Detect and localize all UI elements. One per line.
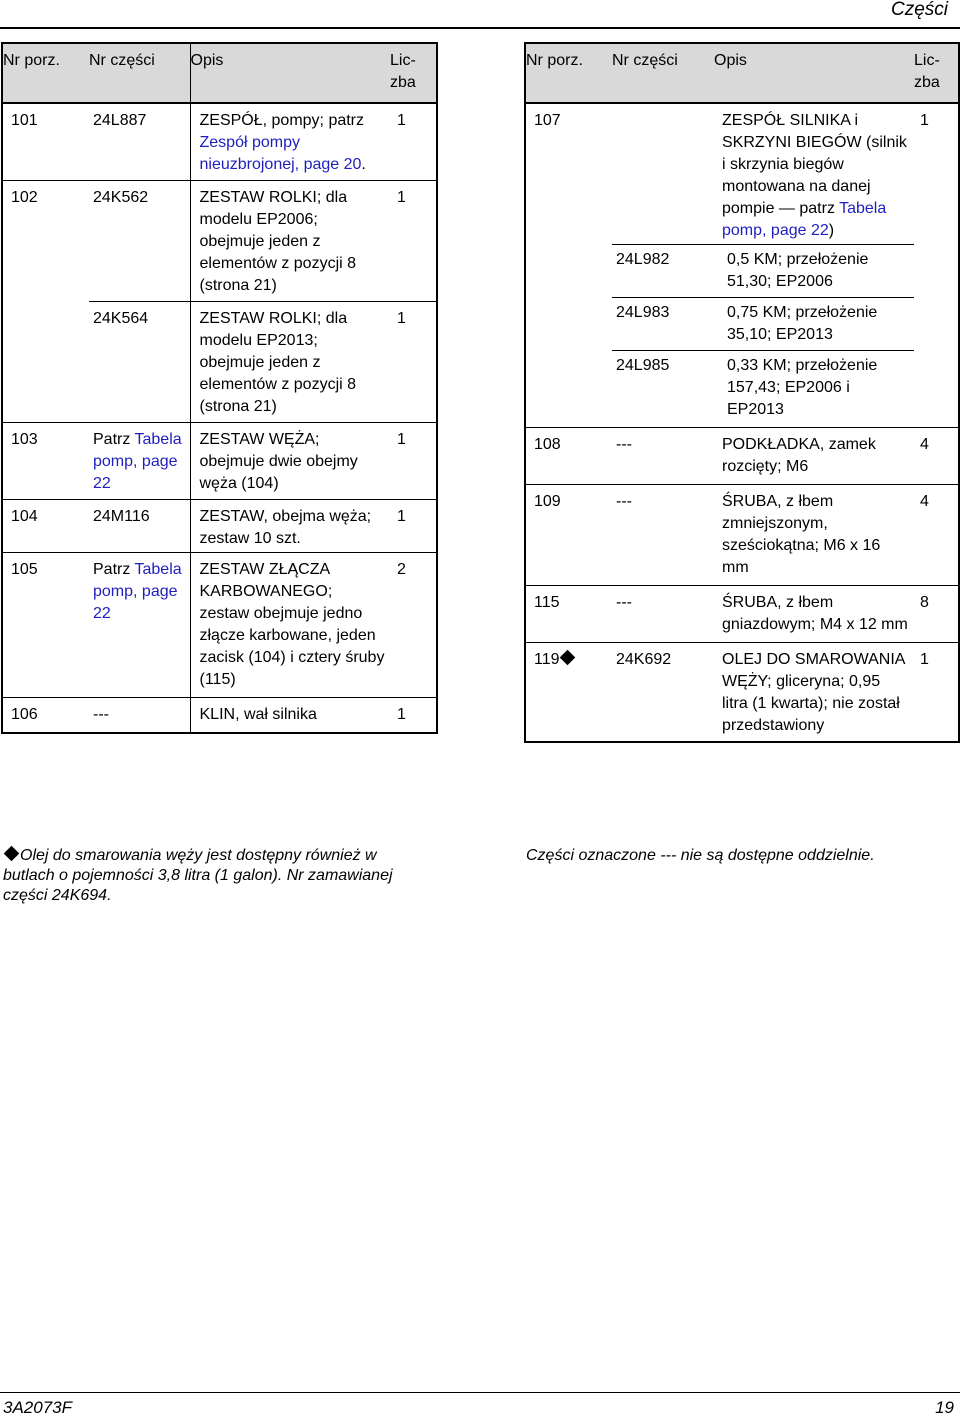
ref: 107 bbox=[526, 103, 612, 245]
part-number: 24L985 bbox=[612, 351, 714, 428]
ref bbox=[3, 302, 89, 423]
cross-ref-link[interactable]: Tabela pomp, page 22 bbox=[93, 431, 182, 492]
col-part: Nr części bbox=[89, 44, 190, 103]
description: 0,5 KM; przełożenie 51,30; EP2006 bbox=[714, 245, 914, 298]
table-row bbox=[526, 485, 958, 586]
table-header bbox=[3, 44, 436, 103]
description: OLEJ DO SMAROWANIA WĘŻY; gliceryna; 0,95 litra (1 kwarta); nie został przedstawiony bbox=[714, 643, 914, 742]
sub-row bbox=[526, 298, 958, 351]
description: PODKŁADKA, zamek rozcięty; M6 bbox=[714, 428, 914, 485]
part-number bbox=[89, 553, 190, 698]
ref: 109 bbox=[526, 485, 612, 586]
ref: 115 bbox=[526, 586, 612, 643]
cross-ref-link[interactable]: Tabela pomp, page 22 bbox=[722, 200, 887, 239]
parts-table-left bbox=[3, 44, 436, 732]
parts-table-right bbox=[526, 44, 958, 741]
table-row bbox=[3, 302, 436, 423]
sub-row bbox=[526, 245, 958, 298]
part-number: 24L983 bbox=[612, 298, 714, 351]
part-number: 24L982 bbox=[612, 245, 714, 298]
ref: 104 bbox=[3, 500, 89, 553]
ref: 106 bbox=[3, 698, 89, 733]
table-row bbox=[3, 103, 436, 181]
table-row bbox=[3, 553, 436, 698]
footnote-oil-text: Olej do smarowania węży jest dostępny również w butlach o pojemności 3,8 litra (1 galon). Nr zamawianej części 24K694. bbox=[3, 847, 393, 904]
part-number: --- bbox=[612, 485, 714, 586]
col-desc: Opis bbox=[714, 44, 914, 103]
document-id: 3A2073F bbox=[3, 1398, 72, 1417]
quantity: 1 bbox=[390, 500, 436, 553]
part-number: --- bbox=[612, 428, 714, 485]
part-number: 24K564 bbox=[89, 302, 190, 423]
ref bbox=[526, 643, 612, 742]
quantity: 1 bbox=[914, 103, 958, 245]
col-qty bbox=[390, 44, 436, 103]
quantity: 2 bbox=[390, 553, 436, 698]
description: ZESTAW WĘŻA; obejmuje dwie obejmy węża (104) bbox=[190, 423, 390, 500]
part-number: 24L887 bbox=[89, 103, 190, 181]
description: ZESTAW ROLKI; dla modelu EP2006; obejmuje jeden z elementów z pozycji 8 (strona 21) bbox=[190, 181, 390, 302]
quantity: 8 bbox=[914, 586, 958, 643]
quantity: 1 bbox=[390, 423, 436, 500]
table-row bbox=[526, 428, 958, 485]
quantity: 1 bbox=[390, 181, 436, 302]
table-row bbox=[3, 698, 436, 733]
description-text: ZESPÓŁ, pompy; patrz bbox=[199, 112, 365, 129]
part-prefix: Patrz bbox=[93, 561, 135, 578]
quantity: 1 bbox=[390, 698, 436, 733]
part-number: --- bbox=[89, 698, 190, 733]
part-number bbox=[89, 423, 190, 500]
part-number: 24K692 bbox=[612, 643, 714, 742]
ref: 103 bbox=[3, 423, 89, 500]
col-qty-label: Lic- zba bbox=[390, 52, 416, 91]
ref: 101 bbox=[3, 103, 89, 181]
description-tail: . bbox=[361, 156, 366, 173]
quantity: 1 bbox=[390, 103, 436, 181]
col-ref: Nr porz. bbox=[3, 44, 89, 103]
footnote-unavailable: Części oznaczone --- nie są dostępne oddzielnie. bbox=[526, 847, 875, 864]
ref: 108 bbox=[526, 428, 612, 485]
description: ZESTAW ROLKI; dla modelu EP2013; obejmuje jeden z elementów z pozycji 8 (strona 21) bbox=[190, 302, 390, 423]
page-number: 19 bbox=[935, 1398, 954, 1417]
part-number bbox=[612, 103, 714, 245]
ref: 102 bbox=[3, 181, 89, 302]
table-row bbox=[3, 500, 436, 553]
section-title: Części bbox=[890, 0, 948, 20]
quantity: 4 bbox=[914, 485, 958, 586]
table-row bbox=[3, 423, 436, 500]
description bbox=[190, 103, 390, 181]
description bbox=[714, 103, 914, 245]
diamond-icon bbox=[4, 846, 20, 862]
description-tail: ) bbox=[828, 222, 835, 239]
cross-ref-link[interactable]: Tabela pomp, page 22 bbox=[93, 561, 182, 622]
table-header bbox=[526, 44, 958, 103]
header-rule bbox=[0, 27, 960, 29]
col-desc: Opis bbox=[190, 44, 390, 103]
description: 0,33 KM; przełożenie 157,43; EP2006 i EP2013 bbox=[714, 351, 914, 428]
sub-row bbox=[526, 351, 958, 428]
diamond-icon bbox=[559, 650, 575, 666]
cross-ref-link[interactable]: Zespół pompy nieuzbrojonej, page 20 bbox=[199, 134, 362, 173]
description: KLIN, wał silnika bbox=[190, 698, 390, 733]
ref: 105 bbox=[3, 553, 89, 698]
footer-rule bbox=[0, 1392, 960, 1393]
part-number: 24M116 bbox=[89, 500, 190, 553]
footnote-oil bbox=[3, 846, 423, 906]
ref-number: 119 bbox=[534, 651, 560, 668]
description: 0,75 KM; przełożenie 35,10; EP2013 bbox=[714, 298, 914, 351]
table-row bbox=[526, 586, 958, 643]
table-row bbox=[3, 181, 436, 302]
description: ZESTAW ZŁĄCZA KARBOWANEGO; zestaw obejmuje jedno złącze karbowane, jeden zacisk (104) i cztery śruby (115) bbox=[190, 553, 390, 698]
description: ŚRUBA, z łbem gniazdowym; M4 x 12 mm bbox=[714, 586, 914, 643]
description-text: ZESPÓŁ SILNIKA i SKRZYNI BIEGÓW (silnik i skrzynia biegów montowana na danej pompie — patrz bbox=[722, 112, 907, 217]
part-number: --- bbox=[612, 586, 714, 643]
col-qty bbox=[914, 44, 958, 103]
table-row bbox=[526, 103, 958, 245]
part-prefix: Patrz bbox=[93, 431, 135, 448]
quantity: 4 bbox=[914, 428, 958, 485]
col-part: Nr części bbox=[612, 44, 714, 103]
table-row bbox=[526, 643, 958, 742]
part-number: 24K562 bbox=[89, 181, 190, 302]
description: ŚRUBA, z łbem zmniejszonym, sześciokątna; M6 x 16 mm bbox=[714, 485, 914, 586]
quantity: 1 bbox=[914, 643, 958, 742]
quantity: 1 bbox=[390, 302, 436, 423]
col-ref: Nr porz. bbox=[526, 44, 612, 103]
description: ZESTAW, obejma węża; zestaw 10 szt. bbox=[190, 500, 390, 553]
col-qty-label: Lic- zba bbox=[914, 52, 940, 91]
